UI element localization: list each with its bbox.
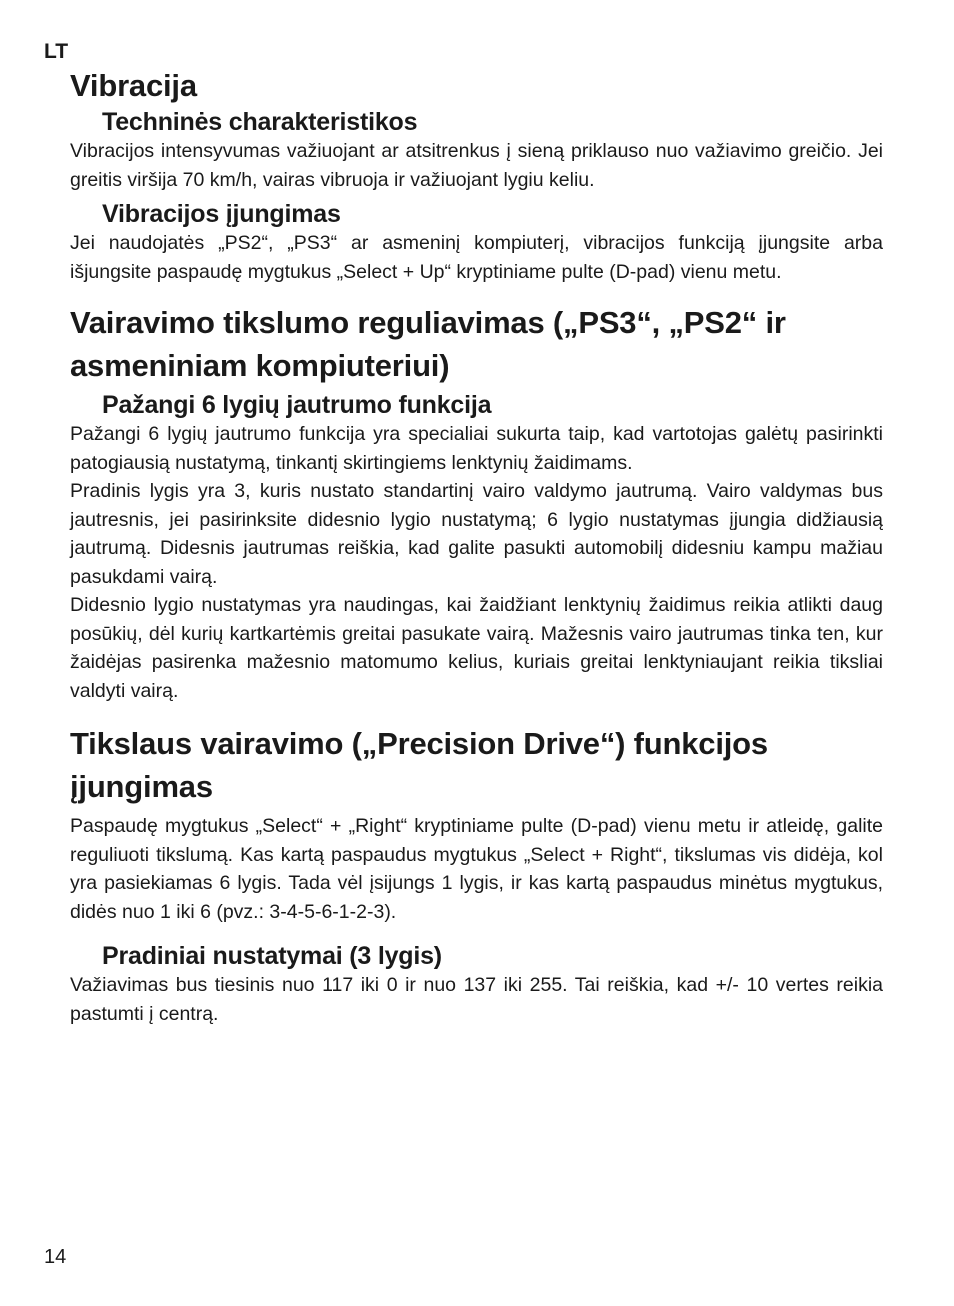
paragraph-specs: Vibracijos intensyvumas važiuojant ar atsitrenkus į sieną priklauso nuo važiavimo greičio. Jei greitis viršija 70 km/h, vairas vibruoja ir važiuojant lygiu keliu. [70, 140, 883, 191]
language-tag: LT [44, 40, 69, 63]
paragraph-sensitivity-levels: Pradinis lygis yra 3, kuris nustato standartinį vairo valdymo jautrumą. Vairo valdymas bus jautresnis, jei pasirinksite didesnio lygio nustatymą; 6 lygio nustatymas įjungia didžiausią jautrumą. Didesnis jautrumas reiškia, kad galite pasukti automobilį didesniu kampu mažiau pasukdami vairą. [70, 480, 883, 588]
subheading-vibration-enable: Vibracijos įjungimas [102, 200, 341, 228]
subheading-specs: Techninės charakteristikos [102, 108, 418, 136]
subheading-defaults: Pradiniai nustatymai (3 lygis) [102, 942, 442, 970]
paragraph-sensitivity-intro: Pažangi 6 lygių jautrumo funkcija yra specialiai sukurta taip, kad vartotojas galėtų pasirinkti patogiausią nustatymą, tinkantį skirtingiems lenktynių žaidimams. [70, 423, 883, 474]
subheading-sensitivity: Pažangi 6 lygių jautrumo funkcija [102, 391, 492, 419]
paragraph-defaults: Važiavimas bus tiesinis nuo 117 iki 0 ir nuo 137 iki 255. Tai reiškia, kad +/- 10 vertes reikia pastumti į centrą. [70, 974, 883, 1025]
page-number: 14 [44, 1246, 67, 1268]
paragraph-sensitivity-usage: Didesnio lygio nustatymas yra naudingas, kai žaidžiant lenktynių žaidimus reikia atlikti daug posūkių, dėl kurių kartkartėmis greitai pasukate vairą. Mažesnis vairo jautrumas tinka ten, kur žaidėjas pasirenka mažesnio matomumo kelius, kuriais greitai lenktyniaujant reikia tiksliai valdyti vairą. [70, 594, 883, 702]
section-title-precision-drive: Tikslaus vairavimo („Precision Drive“) funkcijos įjungimas [70, 726, 768, 804]
section-title-precision-adjustment: Vairavimo tikslumo reguliavimas („PS3“, „PS2“ ir asmeniniam kompiuteriui) [70, 305, 786, 383]
paragraph-precision-drive: Paspaudę mygtukus „Select“ + „Right“ kryptiniame pulte (D-pad) vienu metu ir atleidę, galite reguliuoti tikslumą. Kas kartą paspaudus mygtukus „Select + Right“, tikslumas vis didėja, kol yra pasiekiamas 6 lygis. Tada vėl įsijungs 1 lygis, ir kas kartą paspaudus minėtus mygtukus, didės nuo 1 iki 6 (pvz.: 3-4-5-6-1-2-3). [70, 815, 883, 923]
paragraph-vibration-enable: Jei naudojatės „PS2“, „PS3“ ar asmeninį kompiuterį, vibracijos funkciją įjungsite arba išjungsite paspaudę mygtukus „Select + Up“ kryptiniame pulte (D-pad) vienu metu. [70, 232, 883, 283]
page-content [70, 64, 883, 1028]
section-title-vibration: Vibracija [70, 68, 197, 103]
